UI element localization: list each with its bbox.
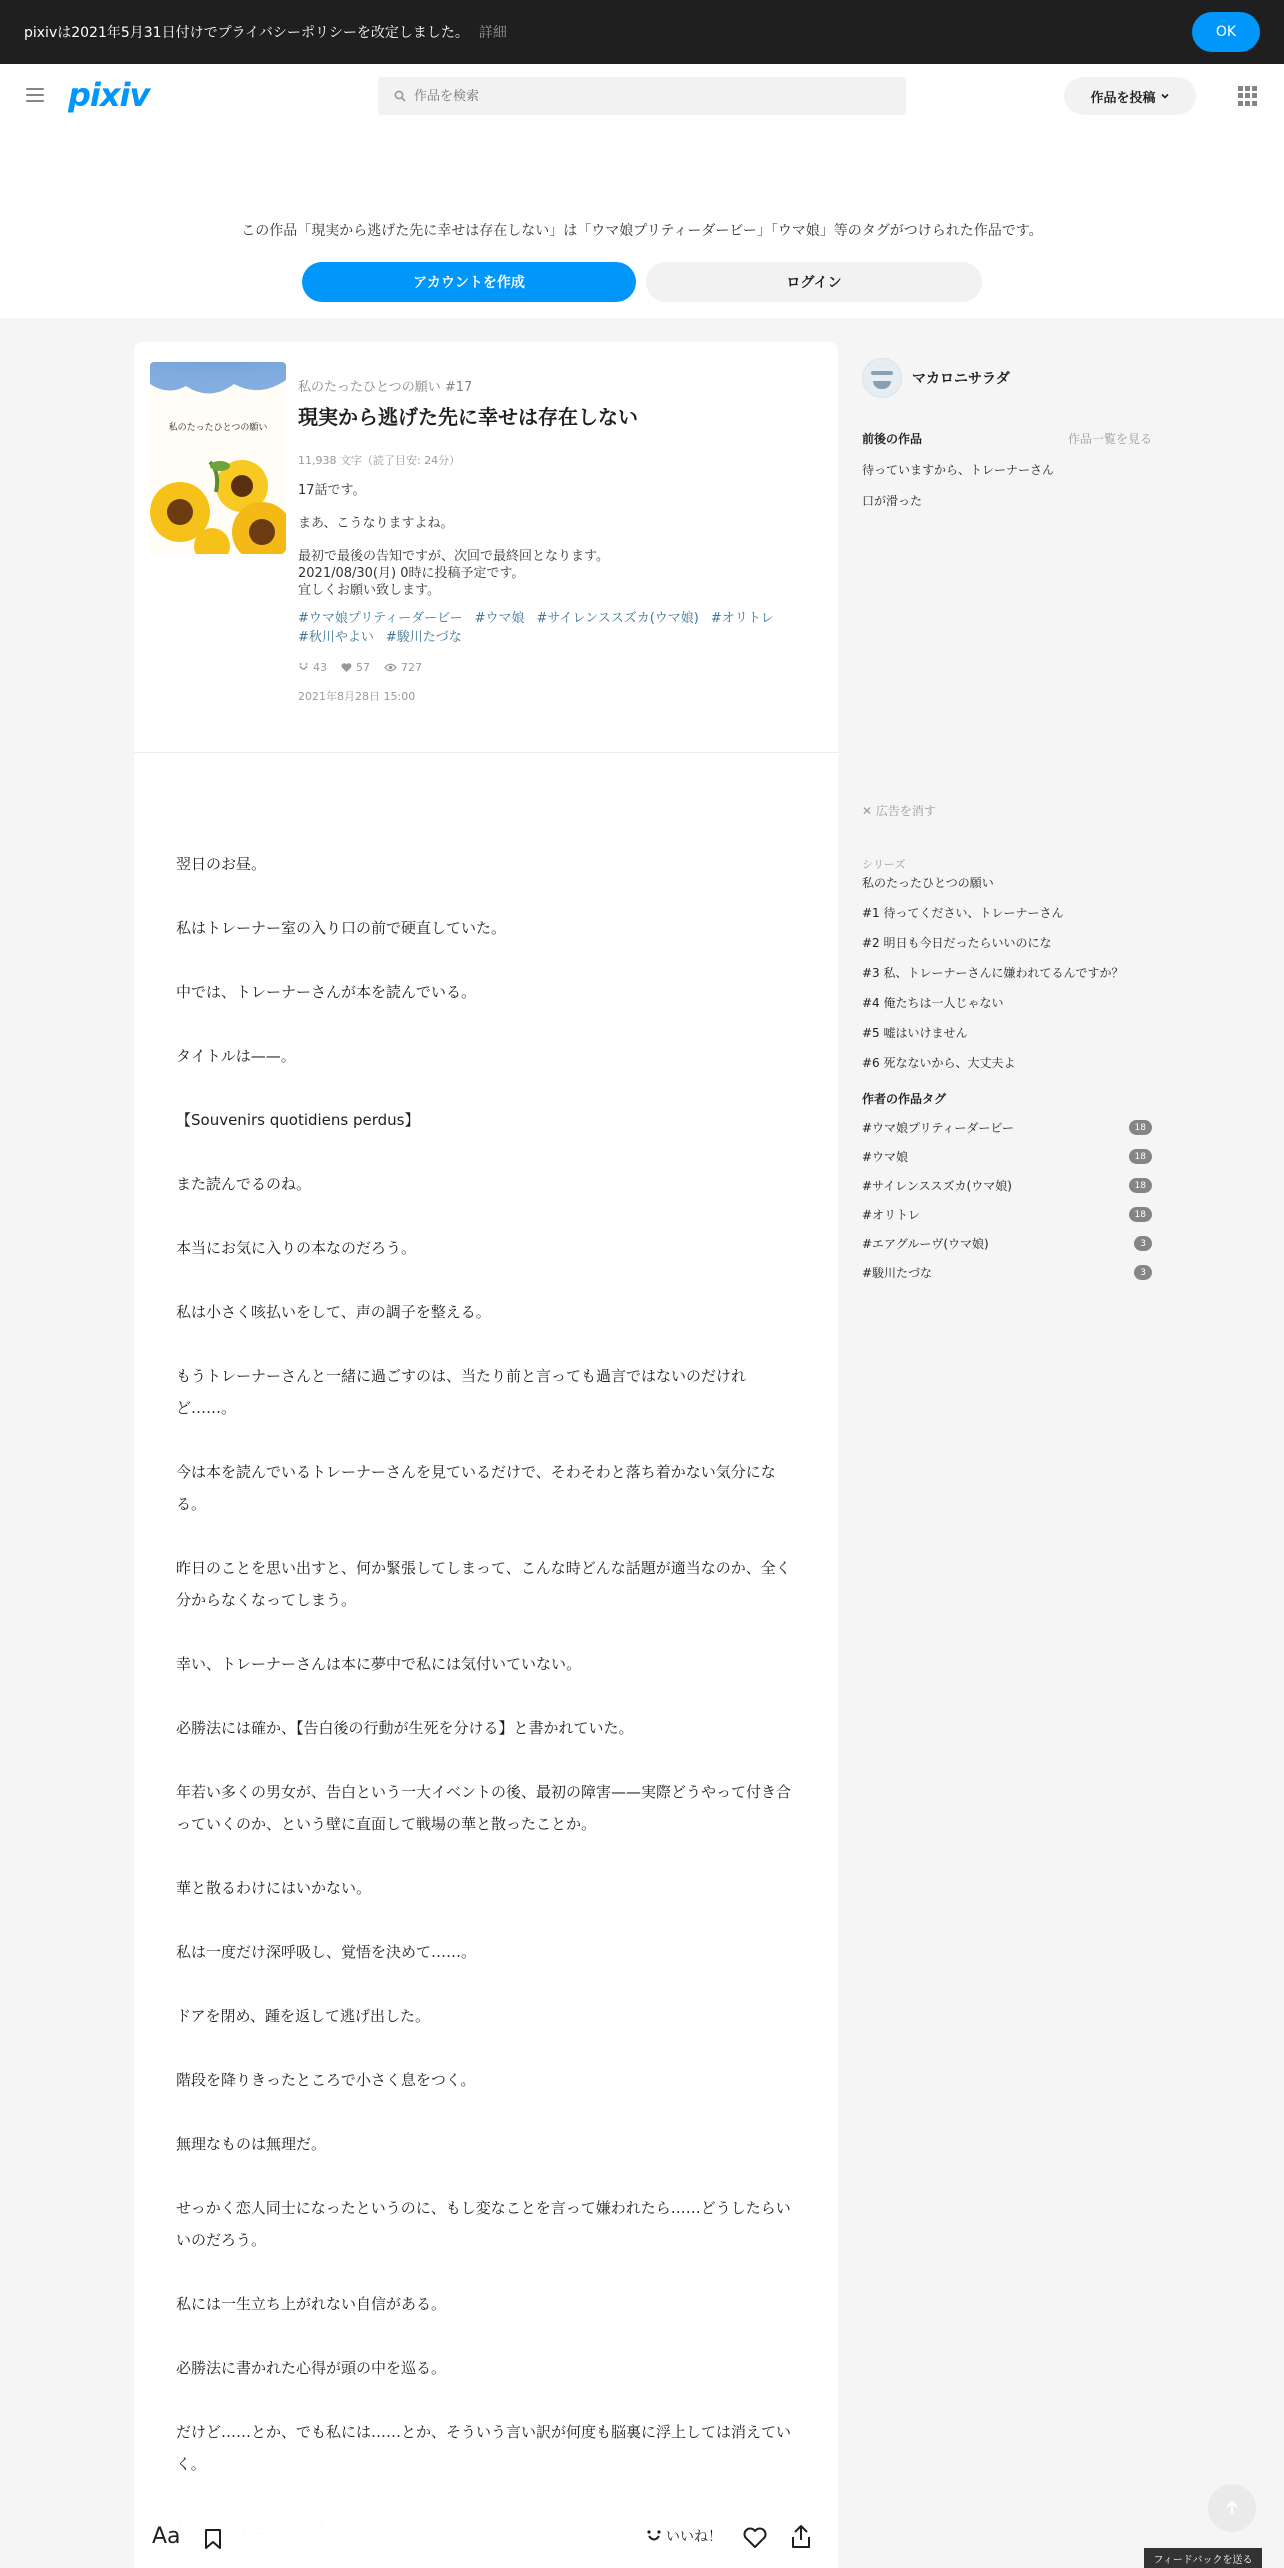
post-date: 2021年8月28日 15:00 [298, 690, 416, 703]
pixiv-logo[interactable]: pixiv [68, 76, 150, 114]
apps-grid-icon[interactable] [1238, 86, 1258, 106]
body-paragraph: 幸い、トレーナーさんは本に夢中で私には気付いていない。 [176, 1655, 582, 1673]
series-label: シリーズ [862, 858, 906, 871]
body-paragraph: また読んでるのね。 [176, 1175, 312, 1193]
eye-icon [384, 662, 397, 673]
notice-details-link[interactable]: 詳細 [478, 25, 507, 41]
like-count: 43 [313, 661, 327, 674]
caption-line: 最初で最後の告知ですが、次回で最終回となります。 [298, 549, 609, 564]
chevron-down-icon [1160, 91, 1170, 101]
body-paragraph: 私はトレーナー室の入り口の前で硬直していた。 [176, 919, 507, 937]
promo-text: この作品「現実から逃げた先に幸せは存在しない」は「ウマ娘プリティーダービー」「ウマ娘」等のタグがつけられた作品です。 [241, 223, 1043, 239]
caption-line: 2021/08/30(月) 0時に投稿予定です。 [298, 566, 525, 581]
work-tags [298, 609, 824, 647]
author-tag-count: 18 [1129, 1207, 1152, 1222]
view-stat [384, 661, 422, 674]
arrow-up-icon [1223, 2499, 1241, 2517]
related-work-link[interactable]: 待っていますから、トレーナーさん [862, 463, 1055, 477]
share-icon[interactable] [790, 2524, 812, 2550]
body-paragraph: せっかく恋人同士になったというのに、もし変なことを言って嫌われたら……どうしたらいいのだろう。 [176, 2199, 791, 2249]
author-tag-row[interactable] [862, 1235, 1152, 1252]
notice-text: pixivは2021年5月31日付けでプライバシーポリシーを改定しました。 [24, 25, 469, 41]
cover-title: 私のたったひとつの願い [168, 423, 268, 433]
author-tag-row[interactable] [862, 1119, 1152, 1136]
heart-icon [341, 662, 352, 673]
body-paragraph: 中では、トレーナーさんが本を読んでいる。 [176, 983, 477, 1001]
divider [134, 752, 838, 753]
cover-artwork [150, 362, 286, 554]
author-tags [862, 1090, 1152, 1281]
caption-line: まあ、こうなりますよね。 [298, 516, 454, 531]
smile-icon [298, 662, 309, 673]
bookmark-icon[interactable] [204, 2528, 222, 2550]
series-link[interactable]: 私のたったひとつの願い #17 [298, 380, 473, 395]
body-paragraph: もうトレーナーさんと一緒に過ごすのは、当たり前と言っても過言ではないのだけれど……。 [176, 1367, 747, 1417]
body-paragraph: 私は一度だけ深呼吸し、覚悟を決めて……。 [176, 1943, 477, 1961]
sidebar [862, 342, 1152, 1280]
body-paragraph: 華と散るわけにはいかない。 [176, 1879, 372, 1897]
site-header [0, 64, 1284, 128]
body-paragraph: 私は小さく咳払いをして、声の調子を整える。 [176, 1303, 491, 1321]
tag-link[interactable]: #駿川たづな [385, 630, 462, 645]
work-caption [298, 482, 824, 599]
novel-cover[interactable] [150, 362, 286, 554]
body-paragraph: 階段を降りきったところで小さく息をつく。 [176, 2071, 476, 2089]
author-name[interactable]: マカロニサラダ [912, 371, 1010, 387]
post-work-label: 作品を投稿 [1090, 90, 1156, 106]
login-button[interactable]: ログイン [646, 262, 982, 302]
smile-icon [646, 2529, 662, 2543]
series-item[interactable]: #1 待ってください、トレーナーさん [862, 906, 1064, 920]
body-paragraph: だけど……とか、でも私には……とか、そういう言い訳が何度も脳裏に浮上しては消えていく。 [176, 2423, 792, 2473]
like-button-label: いいね！ [666, 2529, 722, 2545]
body-paragraph: 【Souvenirs quotidiens perdus】 [176, 1111, 420, 1129]
search-icon [394, 90, 406, 102]
hamburger-menu-icon[interactable] [26, 88, 44, 102]
author-tag-row[interactable] [862, 1177, 1152, 1194]
author-tag-name: #ウマ娘 [862, 1150, 909, 1164]
novel-card [134, 342, 838, 2568]
work-info [298, 376, 824, 704]
create-account-button[interactable]: アカウントを作成 [302, 262, 636, 302]
font-settings-button[interactable]: Aa [152, 2524, 181, 2549]
like-button[interactable] [646, 2526, 722, 2546]
series-item[interactable]: #2 明日も今日だったらいいのにな [862, 936, 1052, 950]
author-tag-count: 18 [1129, 1120, 1152, 1135]
tag-link[interactable]: #サイレンススズカ(ウマ娘) [536, 611, 699, 626]
author-tag-row[interactable] [862, 1206, 1152, 1223]
author-tag-name: #サイレンススズカ(ウマ娘) [862, 1179, 1012, 1193]
author-tag-count: 18 [1129, 1149, 1152, 1164]
body-paragraph: 本当にお気に入りの本なのだろう。 [176, 1239, 417, 1257]
search-box[interactable] [378, 77, 906, 115]
tag-link[interactable]: #秋川やよい [298, 630, 374, 645]
heart-stat [341, 661, 370, 674]
series-item[interactable]: #6 死なないから、大丈夫よ [862, 1056, 1016, 1070]
author-tag-name: #ウマ娘プリティーダービー [862, 1121, 1014, 1135]
body-paragraph: ドアを閉め、踵を返して逃げ出した。 [176, 2007, 430, 2025]
series-item[interactable]: #4 俺たちは一人じゃない [862, 996, 1004, 1010]
series-item[interactable]: #3 私、トレーナーさんに嫌われてるんですか？ [862, 966, 1124, 980]
body-paragraph: タイトルは——。 [176, 1047, 296, 1065]
prev-next-title: 前後の作品 [862, 432, 923, 446]
caption-line: 17話です。 [298, 483, 366, 498]
work-stats [298, 661, 824, 674]
notice-ok-button[interactable]: OK [1192, 12, 1260, 52]
author-tags-title: 作者の作品タグ [862, 1092, 947, 1106]
body-paragraph: 年若い多くの男女が、告白という一大イベントの後、最初の障害——実際どうやって付き合っていくのか、という壁に直面して戦場の華と散ったことか。 [176, 1783, 792, 1833]
author-tag-count: 3 [1134, 1236, 1152, 1251]
like-stat [298, 661, 327, 674]
body-paragraph: 今は本を読んでいるトレーナーさんを見ているだけで、そわそわと落ち着かない気分になる。 [176, 1463, 776, 1513]
feedback-button[interactable]: フィードバックを送る [1144, 2548, 1262, 2568]
body-paragraph: 無理なものは無理だ。 [176, 2135, 327, 2153]
author-tag-row[interactable] [862, 1264, 1152, 1281]
heart-icon[interactable] [742, 2526, 768, 2550]
work-title: 現実から逃げた先に幸せは存在しない [298, 405, 638, 429]
author-tag-name: #オリトレ [862, 1208, 921, 1222]
novel-body [176, 848, 802, 2568]
series-name-link[interactable]: 私のたったひとつの願い [862, 876, 994, 890]
series-item[interactable]: #5 嘘はいけません [862, 1026, 968, 1040]
tag-link[interactable]: #オリトレ [710, 611, 774, 626]
body-paragraph: 翌日のお昼。 [176, 855, 267, 873]
post-work-button[interactable] [1064, 77, 1196, 115]
reader-toolbar [134, 2510, 838, 2568]
tag-link[interactable]: #ウマ娘 [474, 611, 525, 626]
privacy-notice-bar [0, 0, 1284, 64]
caption-line: 宜しくお願い致します。 [298, 583, 440, 598]
body-paragraph: 必勝法には確か、【告白後の行動が生死を分ける】と書かれていた。 [176, 1719, 634, 1737]
author-tag-name: #駿川たづな [862, 1266, 933, 1280]
author-tag-count: 3 [1134, 1265, 1152, 1280]
author-tag-row[interactable] [862, 1148, 1152, 1165]
series-list [862, 856, 1152, 1071]
tag-link[interactable]: #ウマ娘プリティーダービー [298, 611, 463, 626]
author-block[interactable] [862, 358, 1152, 398]
hide-ads-button[interactable]: ✕ 広告を消す [862, 804, 936, 818]
signup-promo [0, 128, 1284, 318]
search-input[interactable] [414, 89, 894, 104]
author-tag-name: #エアグルーヴ(ウマ娘) [862, 1237, 989, 1251]
related-work-link[interactable]: 口が滑った [862, 494, 923, 508]
word-count: 11,938 文字（読了目安: 24分） [298, 454, 461, 467]
scroll-to-top-button[interactable] [1208, 2484, 1256, 2532]
body-paragraph: 必勝法に書かれた心得が頭の中を巡る。 [176, 2359, 447, 2377]
body-paragraph: 昨日のことを思い出すと、何か緊張してしまって、こんな時どんな話題が適当なのか、全く分からなくなってしまう。 [176, 1559, 791, 1609]
prev-next-header [862, 430, 1152, 447]
author-tag-count: 18 [1129, 1178, 1152, 1193]
see-all-works-link[interactable]: 作品一覧を見る [1067, 432, 1152, 446]
body-paragraph: 私には一生立ち上がれない自信がある。 [176, 2295, 447, 2313]
heart-count: 57 [356, 661, 370, 674]
author-avatar[interactable] [862, 358, 902, 398]
view-count: 727 [401, 661, 422, 674]
